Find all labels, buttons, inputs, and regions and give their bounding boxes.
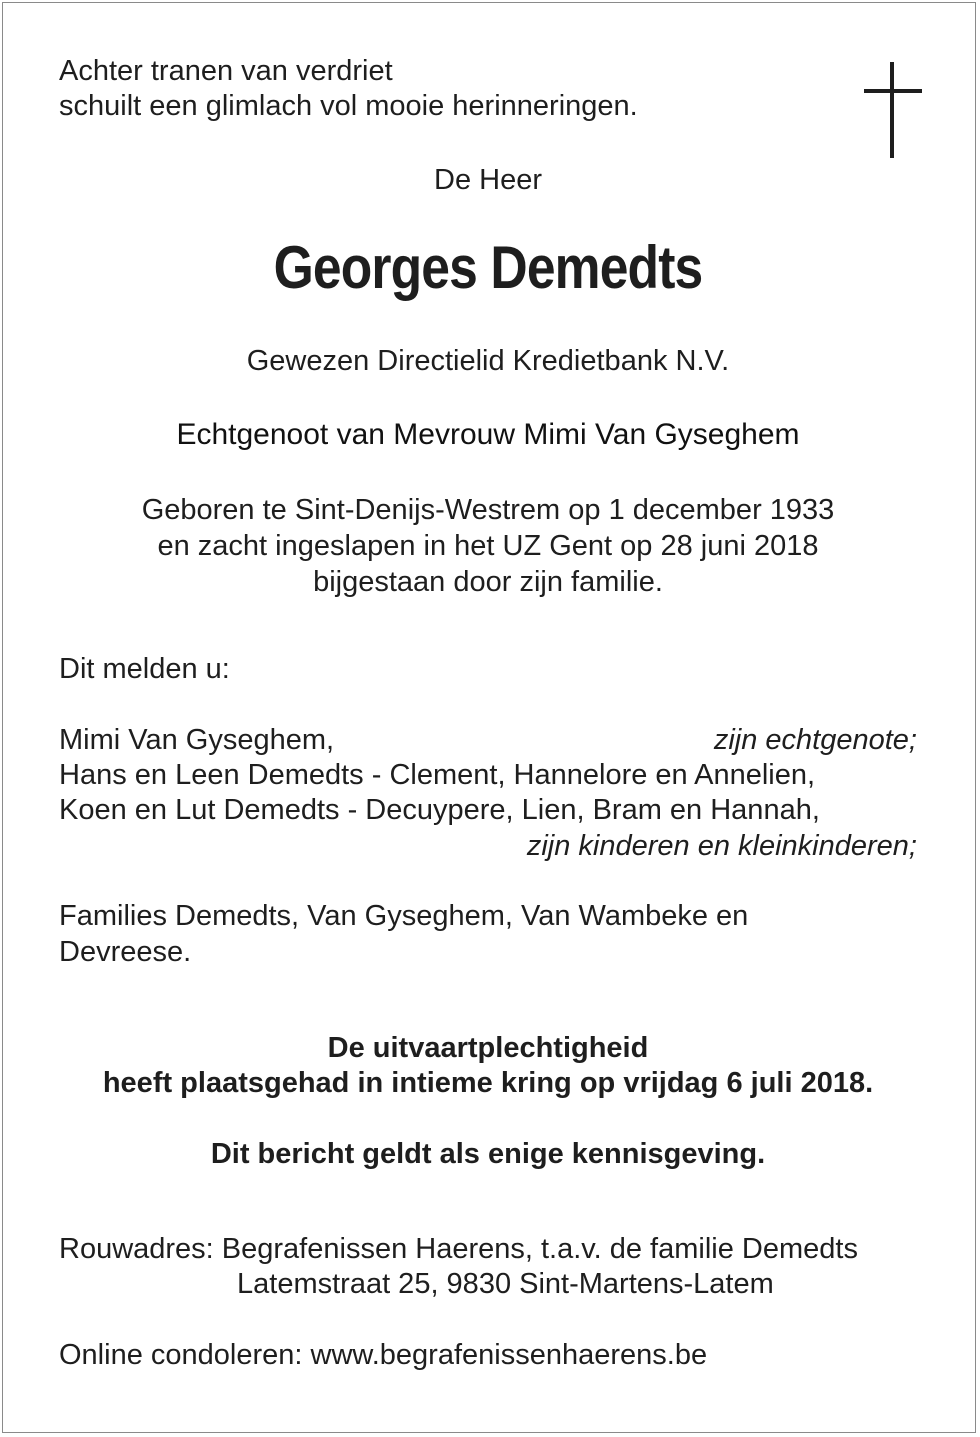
life-line-2: en zacht ingeslapen in het UZ Gent op 28 juni 2018 (157, 530, 819, 562)
children-line-2: Koen en Lut Demedts - Decuypere, Lien, Bram en Hannah, (59, 794, 820, 826)
life-line-3: bijgestaan door zijn familie. (313, 566, 663, 598)
families-line-1: Families Demedts, Van Gyseghem, Van Wambeke en (59, 900, 749, 932)
spouse-role: zijn echtgenote; (713, 724, 917, 756)
death-notice-card (2, 2, 976, 1433)
children-role: zijn kinderen en kleinkinderen; (526, 830, 917, 862)
life-line-1: Geboren te Sint-Denijs-Westrem op 1 december 1933 (141, 494, 835, 526)
families-line-2: Devreese. (59, 936, 192, 968)
deceased-name: Georges Demedts (273, 234, 703, 301)
address-line-1: Rouwadres: Begrafenissen Haerens, t.a.v. de familie Demedts (59, 1233, 858, 1265)
title-line: Gewezen Directielid Kredietbank N.V. (246, 345, 730, 377)
online-condolence-link[interactable]: Online condoleren: www.begrafenissenhaerens.be (59, 1339, 708, 1371)
motto-line-1: Achter tranen van verdriet (59, 55, 393, 87)
funeral-line-2: heeft plaatsgehad in intieme kring op vrijdag 6 juli 2018. (102, 1067, 874, 1099)
cross-icon (864, 62, 922, 158)
spouse-line: Echtgenoot van Mevrouw Mimi Van Gyseghem (176, 418, 800, 451)
honorific: De Heer (434, 164, 542, 196)
notice-line: Dit bericht geldt als enige kennisgeving. (210, 1138, 766, 1170)
address-line-2: Latemstraat 25, 9830 Sint-Martens-Latem (237, 1268, 774, 1300)
announcers-intro: Dit melden u: (59, 653, 230, 685)
spouse-name: Mimi Van Gyseghem, (59, 724, 335, 756)
children-line-1: Hans en Leen Demedts - Clement, Hannelore en Annelien, (59, 759, 816, 791)
funeral-line-1: De uitvaartplechtigheid (327, 1032, 649, 1064)
motto-line-2: schuilt een glimlach vol mooie herinneringen. (59, 90, 638, 122)
